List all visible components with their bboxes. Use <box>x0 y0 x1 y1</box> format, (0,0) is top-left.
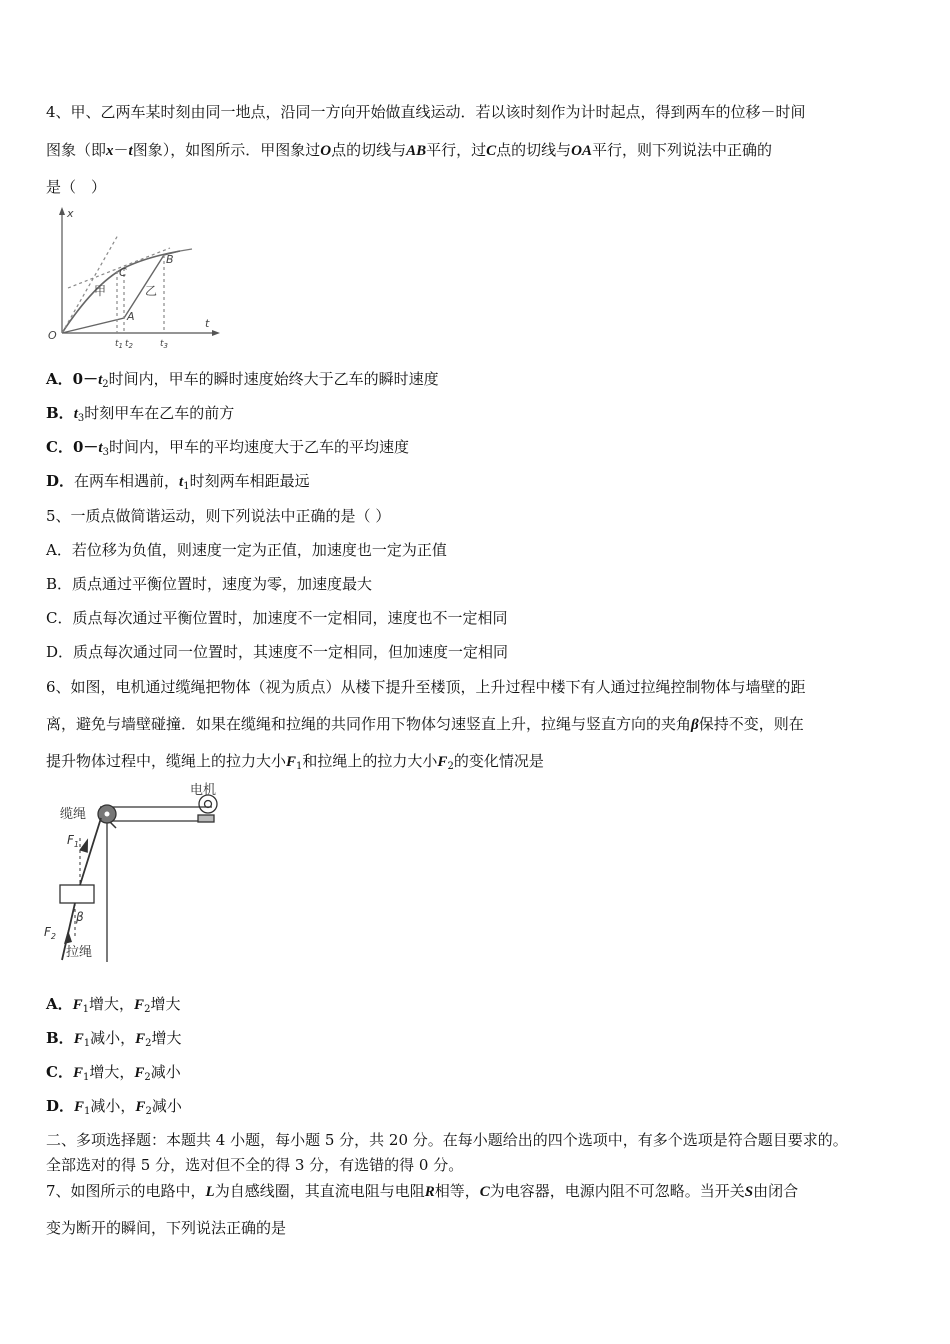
q5-option-b: B．质点通过平衡位置时，速度为零，加速度最大 <box>46 575 373 593</box>
cable-line <box>80 818 101 885</box>
q4-stem-line1: 4、甲、乙两车某时刻由同一地点，沿同一方向开始做直线运动．若以该时刻作为计时起点，得到两车的位移－时间 <box>46 103 806 121</box>
t1-tick-label: $t_1$ <box>115 339 123 350</box>
x-axis-label: x <box>67 207 74 220</box>
section2-instructions-line1: 二、多项选择题：本题共 4 小题，每小题 5 分，共 20 分。在每小题给出的四个选项中，有多个选项是符合题目要求的。 <box>46 1131 848 1149</box>
cable-label: 缆绳 <box>60 807 87 822</box>
t3-tick-label: $t_3$ <box>160 339 168 350</box>
point-B-label: B <box>166 253 174 266</box>
jia-label: 甲 <box>94 284 107 298</box>
jia-curve-extension <box>180 249 192 251</box>
q5-stem: 5、一质点做简谐运动，则下列说法中正确的是（ ） <box>46 507 391 525</box>
q4-stem-line3: 是（ ） <box>46 178 107 196</box>
q6-option-d: D．$F_1$减小，$F_2$减小 <box>46 1097 182 1117</box>
q6-stem-line1: 6、如图，电机通过缆绳把物体（视为质点）从楼下提升至楼顶，上升过程中楼下有人通过拉绳控制物体与墙壁的距 <box>46 678 806 696</box>
xt-graph-figure <box>40 203 225 351</box>
point-C-label: C <box>119 266 127 279</box>
section2-instructions-line2: 全部选对的得 5 分，选对但不全的得 3 分，有选错的得 0 分。 <box>46 1156 464 1174</box>
object-box <box>60 885 94 903</box>
q7-stem-line2: 变为断开的瞬间，下列说法正确的是 <box>46 1219 287 1237</box>
q5-option-a: A．若位移为负值，则速度一定为正值，加速度也一定为正值 <box>46 541 447 559</box>
motor-base <box>198 815 214 822</box>
q6-stem-line3: 提升物体过程中，缆绳上的拉力大小$F_1$和拉绳上的拉力大小$F_2$的变化情况是 <box>46 752 544 772</box>
q4-option-c: C．$0-t_3$时间内，甲车的平均速度大于乙车的平均速度 <box>46 438 409 458</box>
q4-option-a: A．$0-t_2$时间内，甲车的瞬时速度始终大于乙车的瞬时速度 <box>46 370 439 390</box>
q6-option-a: A．$F_1$增大，$F_2$增大 <box>46 995 181 1015</box>
point-A-label: A <box>127 310 135 323</box>
q5-option-c: C．质点每次通过平衡位置时，加速度不一定相同，速度也不一定相同 <box>46 609 508 627</box>
f2-label: $F_2$ <box>44 925 56 941</box>
origin-label: O <box>48 329 57 342</box>
jia-curve <box>62 251 180 333</box>
q6-stem-line2: 离，避免与墙壁碰撞．如果在缆绳和拉绳的共同作用下物体匀速竖直上升，拉绳与竖直方向的夹角β保持不变，则在 <box>46 715 804 733</box>
q4-option-d: D．在两车相遇前，$t_1$时刻两车相距最远 <box>46 472 310 492</box>
pulley-figure <box>40 778 230 968</box>
yi-label: 乙 <box>145 284 158 298</box>
q5-option-d: D．质点每次通过同一位置时，其速度不一定相同，但加速度一定相同 <box>46 643 509 661</box>
yi-line <box>62 251 180 333</box>
q4-stem-line2: 图象（即x－t图象），如图所示．甲图象过O点的切线与AB平行，过C点的切线与OA平行，则下列说法中正确的 <box>46 141 772 159</box>
q6-option-b: B．$F_1$减小，$F_2$增大 <box>46 1029 182 1049</box>
tangent-at-O <box>62 235 118 333</box>
motor-label: 电机 <box>190 783 217 798</box>
t-axis-label: t <box>205 317 210 330</box>
q4-option-b: B．$t_3$时刻甲车在乙车的前方 <box>46 404 235 424</box>
q7-stem-line1: 7、如图所示的电路中，L为自感线圈，其直流电阻与电阻R相等，C为电容器，电源内阻不可忽略。当开关S由闭合 <box>46 1182 799 1200</box>
t2-tick-label: $t_2$ <box>125 339 133 350</box>
q6-option-c: C．$F_1$增大，$F_2$减小 <box>46 1063 181 1083</box>
beta-label: β <box>76 910 84 924</box>
pull-rope-label: 拉绳 <box>66 945 93 960</box>
f1-label: $F_1$ <box>67 833 79 849</box>
